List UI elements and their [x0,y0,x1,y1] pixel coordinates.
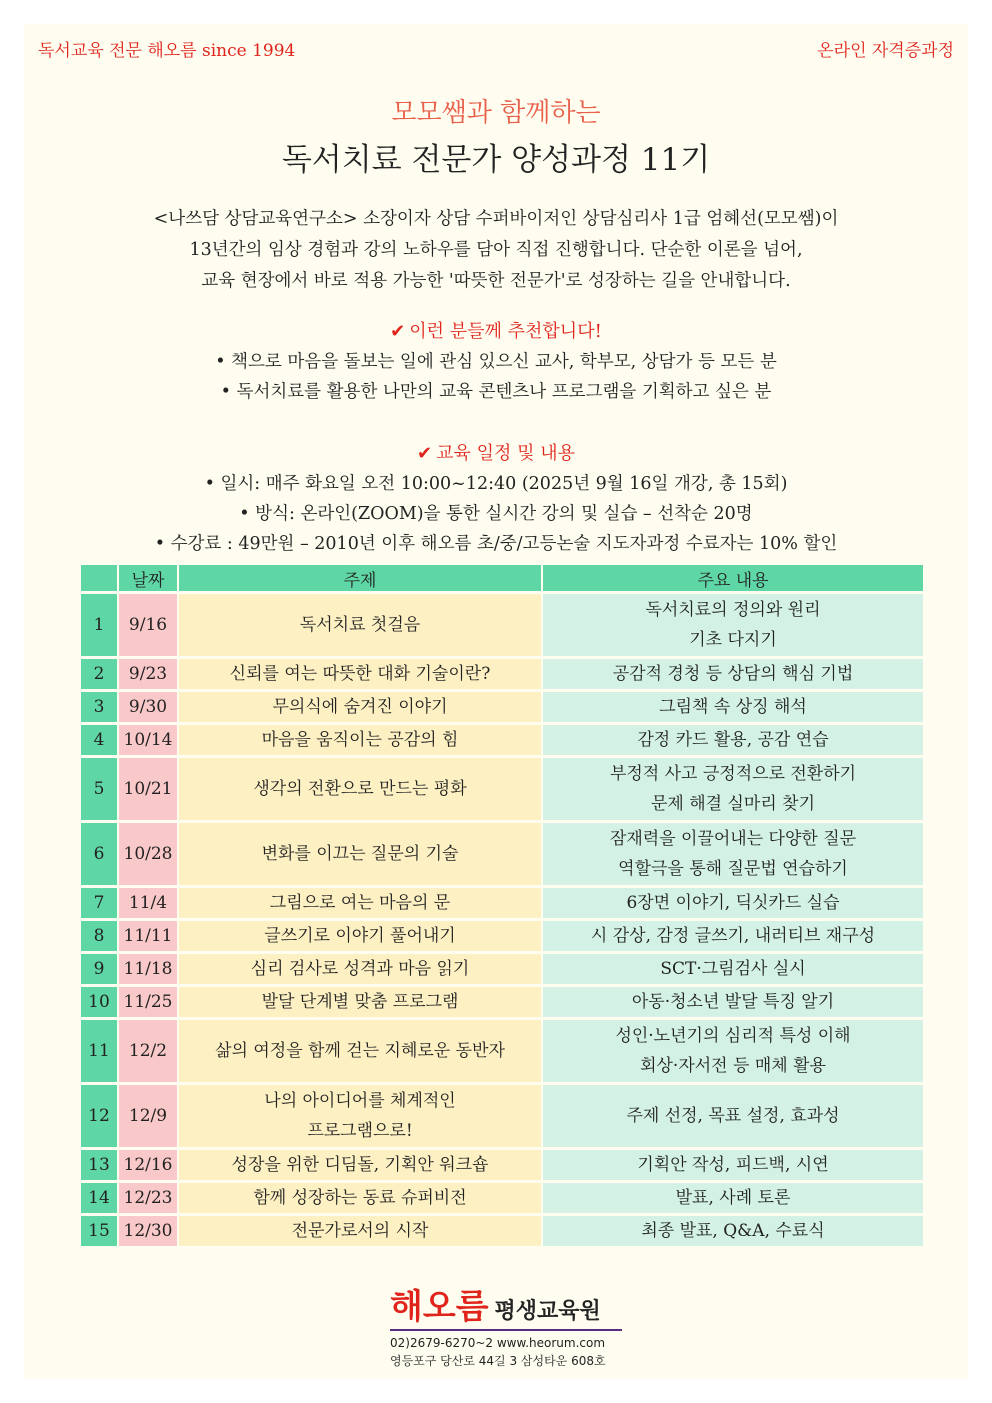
intro-line: 13년간의 임상 경험과 강의 노하우를 담아 직접 진행합니다. 단순한 이론을 넘어, [189,240,803,260]
session-topic-cell [179,954,541,984]
topic-line: 성장을 위한 디딤돌, 기획안 워크숍 [231,1155,489,1175]
logo [390,1279,620,1328]
table-row [81,888,923,918]
recommend-heading [24,317,968,347]
table-header-row [81,565,923,591]
table-row [81,725,923,755]
topic-line: 무의식에 숨겨진 이야기 [272,697,448,717]
topic-line: 마음을 움직이는 공감의 힘 [261,730,459,750]
content-line: 회상·자서전 등 매체 활용 [640,1056,826,1076]
recommend-section [24,317,968,407]
table-row [81,692,923,722]
content-line: SCT·그림검사 실시 [660,959,806,979]
session-number-cell: 10 [81,987,117,1017]
session-date-cell: 12/16 [119,1150,177,1180]
document-page [24,24,968,1379]
session-content-cell [543,594,923,656]
contact-phone-web: 02)2679-6270~2 www.heorum.com [390,1336,606,1350]
session-topic-cell [179,987,541,1017]
table-row [81,1183,923,1213]
session-number-cell: 5 [81,758,117,820]
topic-line: 독서치료 첫걸음 [299,615,421,635]
session-topic-cell [179,594,541,656]
topic-line: 신뢰를 여는 따뜻한 대화 기술이란? [229,664,491,684]
table-row [81,1085,923,1147]
session-date-cell: 10/28 [119,823,177,885]
session-content-cell [543,659,923,689]
session-topic-cell [179,1150,541,1180]
logo-divider [390,1329,622,1331]
schedule-item: • 일시: 매주 화요일 오전 10:00~12:40 (2025년 9월 16일 개강, 총 15회) [204,474,788,494]
topic-line: 발달 단계별 맞춤 프로그램 [261,992,459,1012]
session-date-cell: 9/30 [119,692,177,722]
content-line: 주제 선정, 목표 설정, 효과성 [626,1106,840,1126]
session-number-cell: 6 [81,823,117,885]
content-line: 독서치료의 정의와 원리 [645,600,821,620]
topic-line: 생각의 전환으로 만드는 평화 [253,779,467,799]
course-type-label: 온라인 자격증과정 [817,41,954,61]
org-tagline: 독서교육 전문 해오름 since 1994 [38,41,296,61]
content-line: 6장면 이야기, 딕싯카드 실습 [626,893,840,913]
content-line: 아동·청소년 발달 특징 알기 [631,992,835,1012]
table-row [81,823,923,885]
topic-line: 심리 검사로 성격과 마음 읽기 [250,959,470,979]
session-content-cell [543,725,923,755]
topic-line: 변화를 이끄는 질문의 기술 [261,844,459,864]
session-number-cell: 4 [81,725,117,755]
session-date-cell: 9/16 [119,594,177,656]
table-row [81,987,923,1017]
table-row [81,594,923,656]
session-content-cell [543,1020,923,1082]
topic-line: 함께 성장하는 동료 슈퍼비전 [253,1188,467,1208]
session-topic-cell [179,758,541,820]
topic-line: 그림으로 여는 마음의 문 [269,893,451,913]
curriculum-table [79,562,925,1249]
session-number-cell: 15 [81,1216,117,1246]
session-date-cell: 11/4 [119,888,177,918]
session-topic-cell [179,921,541,951]
table-row [81,758,923,820]
recommend-item: • 독서치료를 활용한 나만의 교육 콘텐츠나 프로그램을 기획하고 싶은 분 [220,382,772,402]
session-date-cell: 12/30 [119,1216,177,1246]
session-content-cell [543,758,923,820]
table-body [81,594,923,1246]
table-row [81,1150,923,1180]
topic-line: 삶의 여정을 함께 걷는 지혜로운 동반자 [215,1041,505,1061]
content-line: 성인·노년기의 심리적 특성 이해 [615,1026,851,1046]
session-content-cell [543,888,923,918]
contact-info [390,1334,606,1370]
header-cell-content: 주요 내용 [543,565,923,591]
table-row [81,659,923,689]
session-number-cell: 1 [81,594,117,656]
session-date-cell: 11/25 [119,987,177,1017]
session-topic-cell [179,725,541,755]
contact-address: 영등포구 당산로 44길 3 삼성타운 608호 [390,1354,606,1368]
header-cell-topic: 주제 [179,565,541,591]
schedule-heading-text: 교육 일정 및 내용 [436,443,575,464]
logo-name: 평생교육원 [494,1299,601,1324]
session-number-cell: 9 [81,954,117,984]
session-date-cell: 9/23 [119,659,177,689]
page-title: 독서치료 전문가 양성과정 11기 [281,142,711,178]
topic-line: 전문가로서의 시작 [291,1221,429,1241]
table-row [81,921,923,951]
intro-line: <나쓰담 상담교육연구소> 소장이자 상담 수퍼바이저인 상담심리사 1급 엄혜선(모모쌤)이 [153,209,839,229]
content-line: 역할극을 통해 질문법 연습하기 [618,859,848,879]
schedule-heading [24,439,968,469]
session-topic-cell [179,692,541,722]
content-line: 잠재력을 이끌어내는 다양한 질문 [609,829,857,849]
session-date-cell: 10/14 [119,725,177,755]
session-content-cell [543,1183,923,1213]
session-date-cell: 11/11 [119,921,177,951]
content-line: 기초 다지기 [689,630,777,650]
session-topic-cell [179,1085,541,1147]
content-line: 문제 해결 실마리 찾기 [650,794,815,814]
content-line: 기획안 작성, 피드백, 시연 [637,1155,829,1175]
check-mark-icon: ✔ [417,443,433,464]
schedule-item: • 수강료 : 49만원 – 2010년 이후 해오름 초/중/고등논술 지도자과정 수료자는 10% 할인 [154,534,838,554]
session-number-cell: 2 [81,659,117,689]
session-date-cell: 12/9 [119,1085,177,1147]
page-subtitle: 모모쌤과 함께하는 [391,98,601,128]
session-number-cell: 11 [81,1020,117,1082]
session-number-cell: 13 [81,1150,117,1180]
content-line: 감정 카드 활용, 공감 연습 [637,730,829,750]
session-content-cell [543,954,923,984]
session-topic-cell [179,823,541,885]
session-content-cell [543,1216,923,1246]
table-row [81,1020,923,1082]
session-date-cell: 10/21 [119,758,177,820]
session-number-cell: 8 [81,921,117,951]
intro-paragraph [64,204,928,297]
session-content-cell [543,1085,923,1147]
recommend-item: • 책으로 마음을 돌보는 일에 관심 있으신 교사, 학부모, 상담가 등 모든 분 [215,352,777,372]
session-number-cell: 12 [81,1085,117,1147]
session-topic-cell [179,888,541,918]
session-content-cell [543,1150,923,1180]
recommend-heading-text: 이런 분들께 추천합니다! [409,321,602,342]
session-topic-cell [179,1216,541,1246]
schedule-item: • 방식: 온라인(ZOOM)을 통한 실시간 강의 및 실습 – 선착순 20명 [239,504,753,524]
header-cell-date: 날짜 [119,565,177,591]
session-number-cell: 7 [81,888,117,918]
session-date-cell: 11/18 [119,954,177,984]
check-mark-icon: ✔ [390,321,406,342]
table-row [81,954,923,984]
intro-line: 교육 현장에서 바로 적용 가능한 '따뜻한 전문가'로 성장하는 길을 안내합니다. [201,271,791,291]
content-line: 공감적 경청 등 상담의 핵심 기법 [612,664,854,684]
content-line: 부정적 사고 긍정적으로 전환하기 [609,764,857,784]
session-date-cell: 12/23 [119,1183,177,1213]
content-line: 최종 발표, Q&A, 수료식 [641,1221,825,1241]
session-date-cell: 12/2 [119,1020,177,1082]
content-line: 발표, 사례 토론 [675,1188,791,1208]
session-topic-cell [179,1183,541,1213]
content-line: 그림책 속 상징 해석 [659,697,807,717]
content-line: 시 감상, 감정 글쓰기, 내러티브 재구성 [590,926,876,946]
session-content-cell [543,921,923,951]
session-number-cell: 3 [81,692,117,722]
session-topic-cell [179,1020,541,1082]
session-content-cell [543,692,923,722]
session-topic-cell [179,659,541,689]
schedule-section [24,439,968,559]
topic-line: 프로그램으로! [307,1121,413,1141]
session-content-cell [543,823,923,885]
session-content-cell [543,987,923,1017]
topic-line: 나의 아이디어를 체계적인 [264,1091,456,1111]
table-row [81,1216,923,1246]
session-number-cell: 14 [81,1183,117,1213]
topic-line: 글쓰기로 이야기 풀어내기 [264,926,456,946]
header-cell-number [81,565,117,591]
logo-mark: 해오름 [390,1287,489,1327]
